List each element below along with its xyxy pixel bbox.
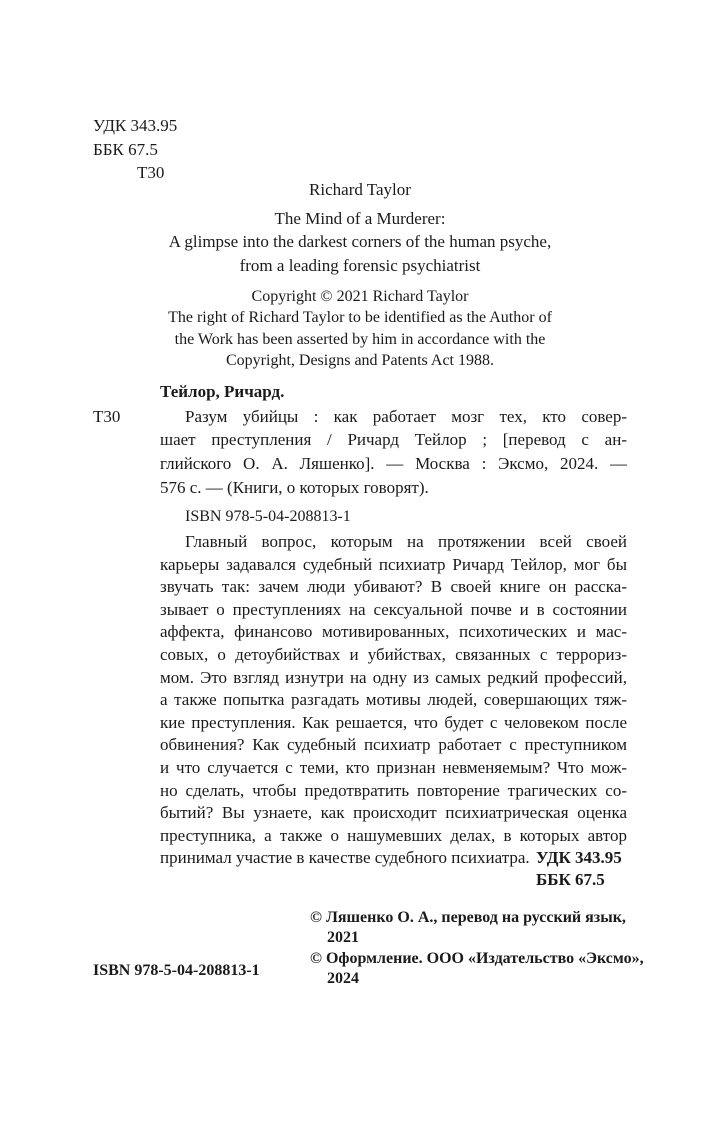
translation-copyright-year: 2021 — [327, 929, 359, 946]
footer-isbn: ISBN 978-5-04-208813-1 — [93, 962, 260, 979]
design-copyright-year: 2024 — [327, 970, 359, 987]
translation-copyright: © Ляшенко О. А., перевод на русский язык, — [310, 909, 626, 926]
record-line: шает преступления / Ричард Тейлор ; [перевод с ан- — [160, 430, 627, 449]
record-line: 576 с. — (Книги, о которых говорят). — [160, 478, 429, 497]
record-code: Т30 — [93, 407, 121, 426]
annotation-line: совых, о детоубийствах и убийствах, связанных с террориз- — [160, 645, 627, 664]
annotation-line: бытий? Вы узнаете, как происходит психиатрическая оценка — [160, 803, 627, 823]
annotation-line: аффекта, финансово мотивированных, психотических и мас- — [160, 622, 627, 642]
annotation-line: мом. Это взгляд изнутри на одну из самых редкий профессий, — [160, 667, 627, 687]
udk-code: УДК 343.95 — [93, 116, 178, 135]
annotation-line: карьеры задавался судебный психиатр Ричард Тейлор, мог бы — [160, 554, 627, 574]
annotation-line: кие преступления. Как решается, что будет с человеком после — [160, 712, 627, 732]
record-line: Разум убийцы : как работает мозг тех, кто совер- — [185, 407, 627, 426]
record-author: Тейлор, Ричард. — [160, 382, 285, 401]
design-copyright: © Оформление. ООО «Издательство «Эксмо», — [310, 950, 644, 967]
bbk-code: ББК 67.5 — [93, 140, 158, 159]
author-mark: Т30 — [137, 163, 165, 182]
original-title-line: The Mind of a Murderer: — [274, 209, 446, 228]
annotation-line: принимал участие в качестве судебного психиатра. — [160, 848, 530, 868]
original-title-line: from a leading forensic psychiatrist — [239, 256, 481, 275]
annotation-line: преступника, а также о нашумевших делах, в которых автор — [160, 825, 627, 845]
annotation-line: а также попытка разгадать мотивы людей, совершающих тяж- — [160, 690, 627, 710]
original-title-line: A glimpse into the darkest corners of the human psyche, — [168, 232, 552, 251]
copyright-line: Copyright, Designs and Patents Act 1988. — [226, 352, 494, 369]
copyright-line: Copyright © 2021 Richard Taylor — [251, 288, 469, 305]
annotation-line: звучать так: зачем люди убивают? В своей книге он расска- — [160, 577, 627, 597]
record-line: глийского О. А. Ляшенко]. — Москва : Эксмо, 2024. — — [160, 454, 627, 473]
annotation-line: Главный вопрос, которым на протяжении всей своей — [185, 532, 627, 551]
copyright-line: the Work has been asserted by him in accordance with the — [174, 331, 546, 348]
annotation-line: зывает о преступлениях на сексуальной почве и в состоянии — [160, 599, 627, 619]
footer-bbk: ББК 67.5 — [536, 870, 605, 889]
copyright-line: The right of Richard Taylor to be identified as the Author of — [168, 309, 552, 326]
footer-udk: УДК 343.95 — [536, 848, 622, 867]
annotation-line: но сделать, чтобы предотвратить повторение трагических со- — [160, 780, 627, 800]
annotation-line: и что случается с теми, кто признан невменяемым? Что мож- — [160, 758, 627, 777]
record-isbn: ISBN 978-5-04-208813-1 — [185, 508, 351, 525]
original-author: Richard Taylor — [309, 180, 411, 199]
annotation-line: обвинения? Как судебный психиатр работает с преступником — [160, 735, 627, 755]
